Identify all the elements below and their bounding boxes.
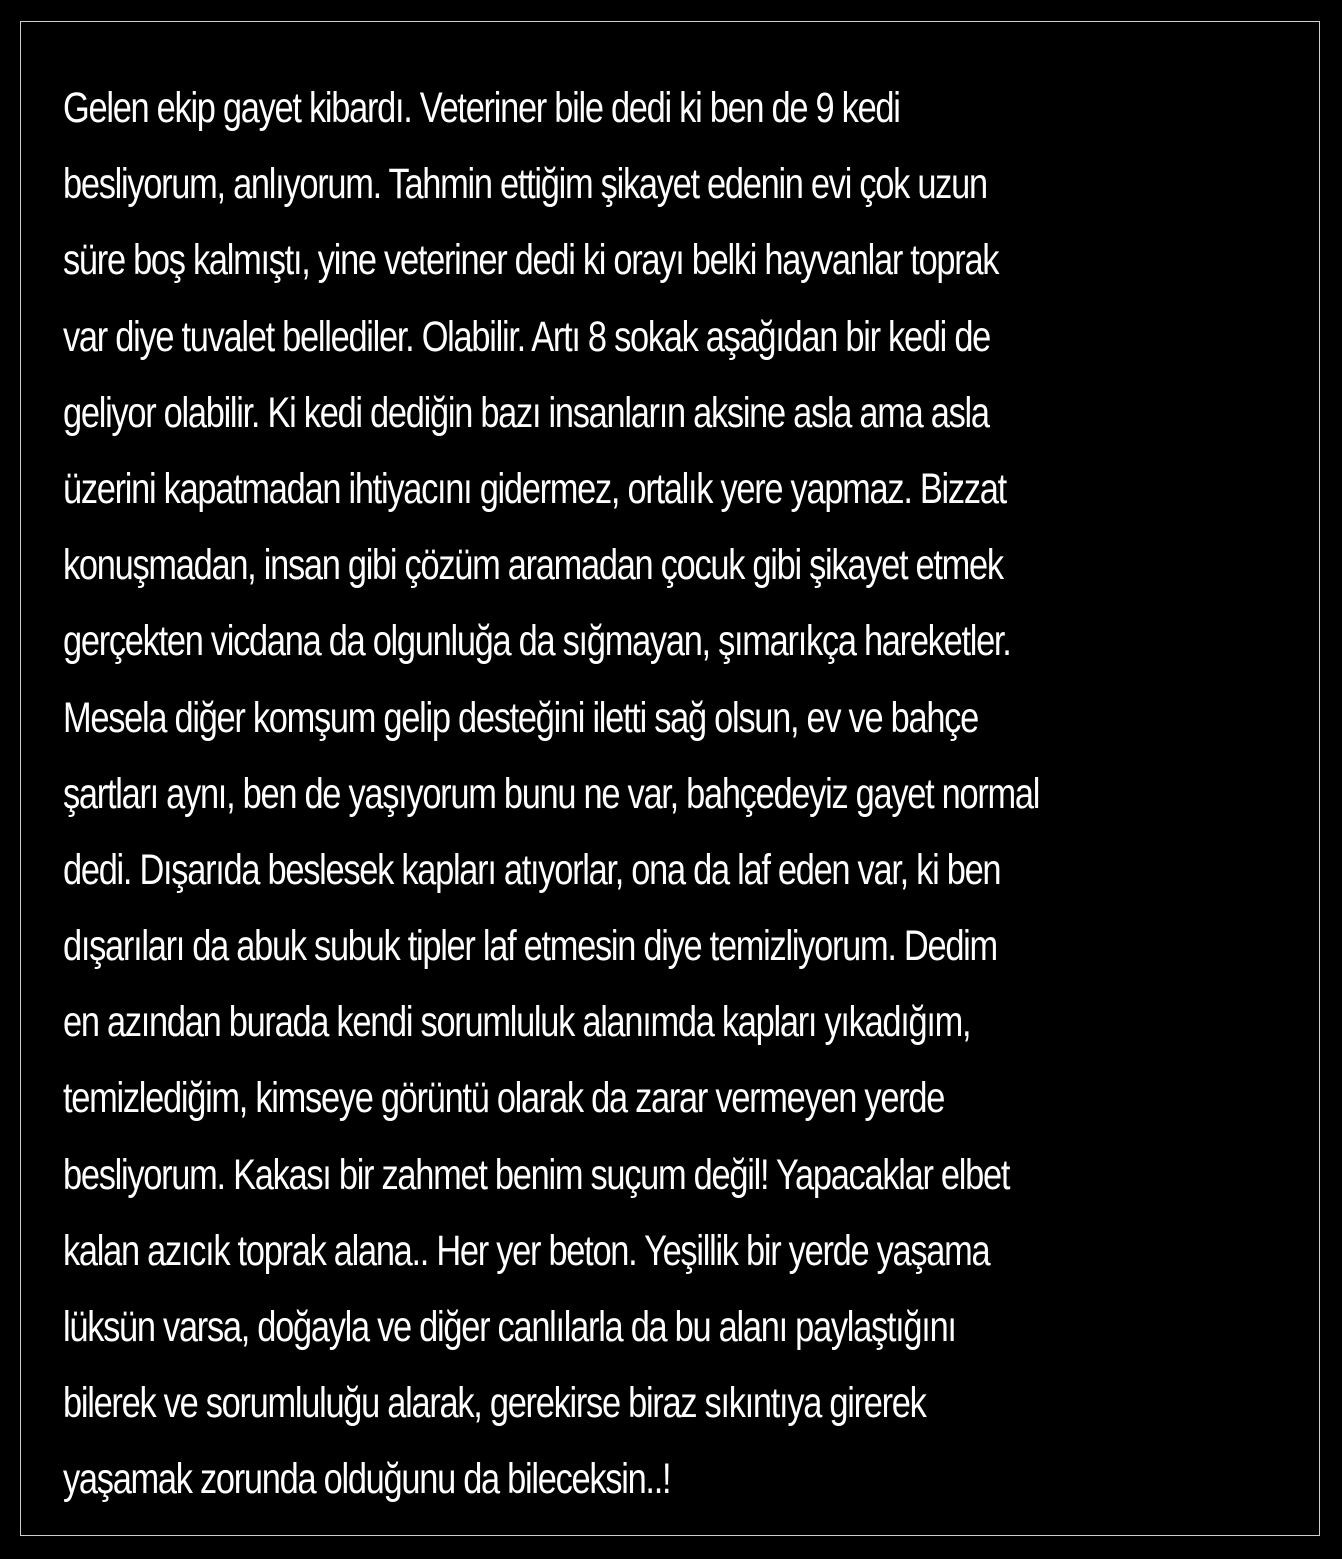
paragraph-line: geliyor olabilir. Ki kedi dediğin bazı insanların aksine asla ama asla xyxy=(63,388,989,437)
paragraph-line: Gelen ekip gayet kibardı. Veteriner bile dedi ki ben de 9 kedi xyxy=(63,84,900,132)
paragraph-line: lüksün varsa, doğayla ve diğer canlılarla da bu alanı paylaştığını xyxy=(63,1303,956,1351)
paragraph-line: konuşmadan, insan gibi çözüm aramadan çocuk gibi şikayet etmek xyxy=(63,541,1003,590)
paragraph-line: şartları aynı, ben de yaşıyorum bunu ne var, bahçedeyiz gayet normal xyxy=(63,769,1040,818)
text-frame xyxy=(20,21,1320,1536)
paragraph-line: üzerini kapatmadan ihtiyacını gidermez, ortalık yere yapmaz. Bizzat xyxy=(63,464,1006,513)
paragraph-line: besliyorum, anlıyorum. Tahmin ettiğim şikayet edenin evi çok uzun xyxy=(63,160,987,209)
paragraph xyxy=(63,70,1293,1518)
paragraph-line: dedi. Dışarıda beslesek kapları atıyorlar, ona da laf eden var, ki ben xyxy=(63,845,1001,894)
paragraph-line: besliyorum. Kakası bir zahmet benim suçum değil! Yapacaklar elbet xyxy=(63,1150,1010,1199)
paragraph-line: bilerek ve sorumluluğu alarak, gerekirse biraz sıkıntıya girerek xyxy=(63,1379,926,1428)
paragraph-line: dışarıları da abuk subuk tipler laf etmesin diye temizliyorum. Dedim xyxy=(63,922,997,971)
paragraph-line: yaşamak zorunda olduğunu da bileceksin..! xyxy=(63,1455,671,1504)
paragraph-line: süre boş kalmıştı, yine veteriner dedi ki orayı belki hayvanlar toprak xyxy=(63,236,999,285)
paragraph-line: var diye tuvalet bellediler. Olabilir. Artı 8 sokak aşağıdan bir kedi de xyxy=(63,312,991,361)
paragraph-line: Mesela diğer komşum gelip desteğini iletti sağ olsun, ev ve bahçe xyxy=(63,693,978,742)
paragraph-line: en azından burada kendi sorumluluk alanımda kapları yıkadığım, xyxy=(63,998,971,1047)
paragraph-line: kalan azıcık toprak alana.. Her yer beton. Yeşillik bir yerde yaşama xyxy=(63,1226,990,1275)
paragraph-line: temizlediğim, kimseye görüntü olarak da zarar vermeyen yerde xyxy=(63,1074,945,1123)
paragraph-line: gerçekten vicdana da olgunluğa da sığmayan, şımarıkça hareketler. xyxy=(63,617,1011,666)
